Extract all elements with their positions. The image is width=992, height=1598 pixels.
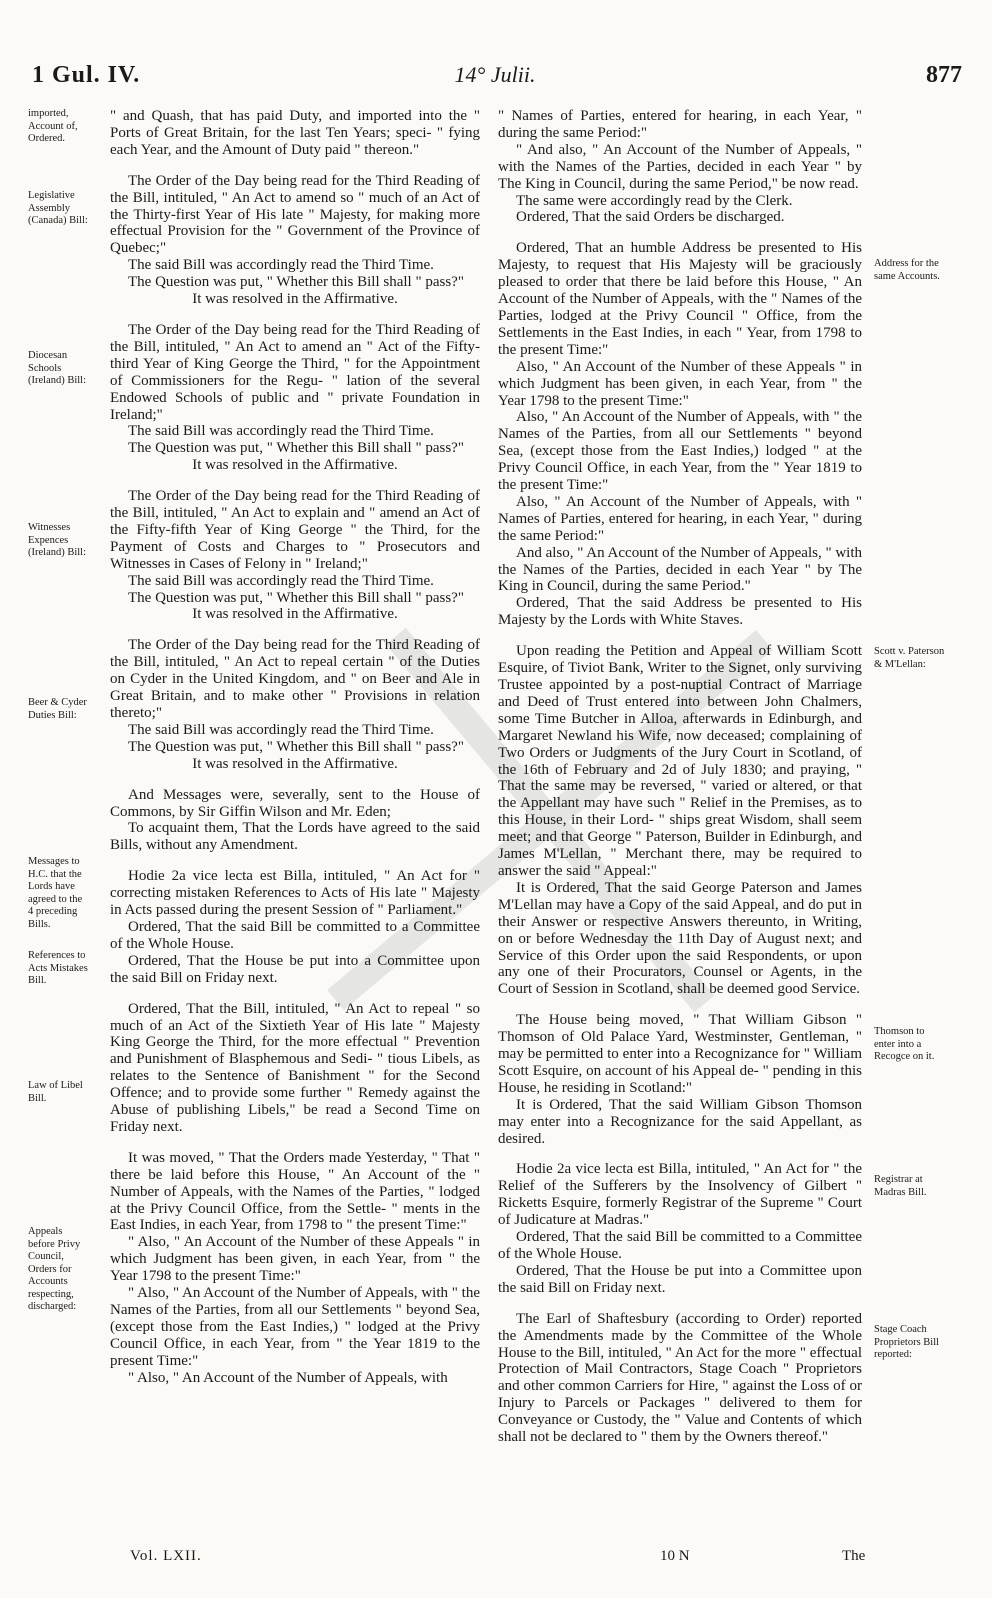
paragraph: The said Bill was accordingly read the Third Time. xyxy=(128,423,434,440)
resolution: It was resolved in the Affirmative. xyxy=(192,755,398,772)
paragraph: The Order of the Day being read for the Third Reading of the Bill, intituled, " An Act to amend an " Act of the Fifty-third Year of King George the Third, " for the Appointment of Commissioners for the Regu- " lation of the several Endowed Schools of public and " private Foundation in Ireland;" xyxy=(110,321,480,423)
page-date: 14° Julii. xyxy=(454,62,536,87)
paragraph: " Names of Parties, entered for hearing, in each Year, " during the same Period:" xyxy=(498,108,862,141)
paragraph: Ordered, That the House be put into a Committee upon the said Bill on Friday next. xyxy=(498,1262,862,1296)
text-column-right xyxy=(498,108,862,1446)
margin-note: Scott v. Paterson & M'Lellan: xyxy=(874,646,945,670)
paragraph: Ordered, That the said Address be presented to His Majesty by the Lords with White Staves. xyxy=(498,595,862,629)
paragraph: Also, " An Account of the Number of Appeals, with " Names of Parties, entered for hearing, in each Year, " during the same Period:" xyxy=(498,493,862,544)
paragraph: Ordered, That the said Bill be committed to a Committee of the Whole House. xyxy=(498,1229,862,1262)
paragraph: Also, " An Account of the Number of these Appeals " in which Judgment has been given, in each Year, from " the Year 1798 to the present Time:" xyxy=(498,358,862,409)
paragraph: Ordered, That the Bill, intituled, " An Act to repeal " so much of an Act of the Sixtieth Year of His late " Majesty King George the Third, for the more effectual " Prevention and Punishment of Blasphemous and Sedi- " tious Libels, as relates to the Sentence of Banishment " for the Second Offence; and to provide some further " Remedy against the Abuse of publishing Libels," be read a Second Time on Friday next. xyxy=(110,1000,480,1135)
paragraph: Ordered, That an humble Address be presented to His Majesty, to request that His Majesty will be graciously pleased to order that there be laid before this House, " An Account of the Number of Appeals, with the " Names of the Parties, lodged at the Privy Council " Office, from the Settlements in the East Indies, in each " Year, from 1798 to the present Time:" xyxy=(498,240,862,358)
margin-note: Beer & Cyder Duties Bill: xyxy=(28,697,87,721)
paragraph: The Question was put, " Whether this Bill shall " pass?" xyxy=(128,589,464,606)
regnal-year: 1 Gul. IV. xyxy=(32,62,141,88)
margin-note: Registrar at Madras Bill. xyxy=(874,1174,927,1198)
paragraph: To acquaint them, That the Lords have agreed to the said Bills, without any Amendment. xyxy=(110,820,480,854)
paragraph: " And also, " An Account of the Number of Appeals, " with the Names of the Parties, decided in each Year " by The King in Council, during the same Period," be now read. xyxy=(498,141,862,192)
resolution: It was resolved in the Affirmative. xyxy=(192,457,398,474)
paragraph: And Messages were, severally, sent to the House of Commons, by Sir Giffin Wilson and Mr. Eden; xyxy=(110,786,480,820)
paragraph: " and Quash, that has paid Duty, and imported into the " Ports of Great Britain, for the last Ten Years; speci- " fying each Year, and the Amount of Duty paid " thereon." xyxy=(110,108,480,158)
paragraph: " Also, " An Account of the Number of these Appeals " in which Judgment has been given, in each Year, from " the Year 1798 to the present Time:" xyxy=(110,1234,480,1285)
paragraph: The said Bill was accordingly read the Third Time. xyxy=(128,572,434,589)
margin-note: Appeals before Privy Council, Orders for Accounts respecting, discharged: xyxy=(28,1226,81,1312)
paragraph: The Order of the Day being read for the Third Reading of the Bill, intituled, " An Act to explain and " amend an Act of the Fifty-fifth Year of King George " the Third, for the Payment of Costs and Charges to " Prosecutors and Witnesses in Cases of Felony in " Ireland;" xyxy=(110,488,480,572)
paragraph: " Also, " An Account of the Number of Appeals, with " the Names of the Parties, from all our Settlements " beyond Sea, (except those from the East Indies,) " lodged at the Privy Council Office, in each Year, from " the Year 1819 to the present Time:" xyxy=(110,1285,480,1369)
paragraph: Hodie 2a vice lecta est Billa, intituled, " An Act for " correcting mistaken References to Acts of His late " Majesty in Acts passed during the present Session of " Parliament." xyxy=(110,868,480,919)
paragraph: The said Bill was accordingly read the Third Time. xyxy=(128,257,434,274)
signature-mark: 10 N xyxy=(660,1548,690,1564)
paragraph: The Earl of Shaftesbury (according to Order) reported the Amendments made by the Committee of the Whole House to the Bill, intituled, " An Act for the more " effectual Protection of Mail Contractors, Stage Coach " Proprietors and other common Carriers for Hire, " against the Loss of or Injury to Parcels or Packages " delivered to them for Conveyance or Custody, the " Value and Contents of which shall not be declared to " them by the Owners thereof." xyxy=(498,1310,862,1446)
paragraph: The Question was put, " Whether this Bill shall " pass?" xyxy=(128,440,464,457)
margin-note: References to Acts Mistakes Bill. xyxy=(28,950,88,986)
paragraph: The Question was put, " Whether this Bill shall " pass?" xyxy=(128,738,464,755)
volume-number: Vol. LXII. xyxy=(130,1548,202,1564)
catchword: The xyxy=(842,1548,866,1564)
paragraph: Hodie 2a vice lecta est Billa, intituled, " An Act for " the Relief of the Sufferers by the Insolvency of Gilbert " Ricketts Esquire, formerly Registrar of the Supreme " Court of Judicature at Madras." xyxy=(498,1161,862,1229)
paragraph: The Order of the Day being read for the Third Reading of the Bill, intituled, " An Act to repeal certain " of the Duties on Cyder in the United Kingdom, and " on Beer and Ale in Great Britain, and to make other " Provisions in relation thereto;" xyxy=(110,637,480,721)
margin-note: Address for the same Accounts. xyxy=(874,258,940,282)
text-column-left xyxy=(110,108,480,1387)
margin-note: Thomson to enter into a Recogce on it. xyxy=(874,1026,935,1062)
paragraph: It is Ordered, That the said William Gibson Thomson may enter into a Recognizance for the said Appellant, as desired. xyxy=(498,1096,862,1147)
paragraph: Ordered, That the said Bill be committed to a Committee of the Whole House. xyxy=(110,918,480,952)
paragraph: The same were accordingly read by the Clerk. xyxy=(516,192,793,209)
paragraph: It is Ordered, That the said George Paterson and James M'Lellan may have a Copy of the said Appeal, and do put in their Answer or respective Answers thereunto, in Writing, on or before Wednesday the 11th Day of August next; and Service of this Order upon the said Respondents, or upon any one of their Procurators, Counsel or Agents, in the Court of Session in Scotland, shall be deemed good Service. xyxy=(498,879,862,998)
paragraph: Ordered, That the said Orders be discharged. xyxy=(516,209,785,226)
resolution: It was resolved in the Affirmative. xyxy=(192,291,398,308)
paragraph: It was moved, " That the Orders made Yesterday, " That " there be laid before this House, " An Account of the " Number of Appeals, with the Names of the Parties, " lodged at the Privy Council Office, from the Settle- " ments in the East Indies, in each Year, from 1798 to " the present Time:" xyxy=(110,1149,480,1234)
margin-note: Diocesan Schools (Ireland) Bill: xyxy=(28,350,87,386)
margin-note: Witnesses Expences (Ireland) Bill: xyxy=(28,522,87,558)
paragraph: Also, " An Account of the Number of Appeals, with " the Names of the Parties, from all our Settlements " beyond Sea, (except those from the East Indies,) lodged " at the Privy Council Office, in each Year, from the " Year 1819 to the present Time:" xyxy=(498,409,862,494)
paragraph: The said Bill was accordingly read the Third Time. xyxy=(128,721,434,738)
resolution: It was resolved in the Affirmative. xyxy=(192,606,398,623)
margin-note: Stage Coach Proprietors Bill reported: xyxy=(874,1324,940,1360)
paragraph: Upon reading the Petition and Appeal of William Scott Esquire, of Tiviot Bank, Writer to the Signet, only surviving Trustee appointed by a post-nuptial Contract of Marriage and Deed of Trust entered into between John Chalmers, some Time Butcher in Alloa, afterwards in Edinburgh, and Margaret Newland his Wife, now deceased; complaining of Two Orders or Judgments of the Jury Court in Scotland, of the 16th of February and 2d of July 1830; and praying, " That the same may be reversed, " varied or altered, or that the Appellant may have such " Relief in the Premises, as to this House, in their Lord- " ships great Wisdom, shall seem meet; and that George " Paterson, Builder in Edinburgh, and James M'Lellan, " Merchant there, may be required to answer the said " Appeal:" xyxy=(498,643,862,879)
paragraph: The Question was put, " Whether this Bill shall " pass?" xyxy=(128,274,464,291)
paragraph: And also, " An Account of the Number of Appeals, " with the Names of the Parties, decided in each Year " by The King in Council, during the same Period." xyxy=(498,544,862,595)
paragraph: The House being moved, " That William Gibson " Thomson of Old Palace Yard, Westminster, Gentleman, " may be permitted to enter into a Recognizance for " William Scott Esquire, on account of his Appeal de- " pending in this House, he residing in Scotland:" xyxy=(498,1012,862,1096)
margin-note: Legislative Assembly (Canada) Bill: xyxy=(28,190,88,226)
paragraph: The Order of the Day being read for the Third Reading of the Bill, intituled, " An Act to amend so " much of an Act of the Thirty-first Year of His late " Majesty, for making more effectual Provision for the " Government of the Province of Quebec;" xyxy=(110,172,480,257)
paragraph: " Also, " An Account of the Number of Appeals, with xyxy=(128,1369,448,1386)
margin-note: Messages to H.C. that the Lords have agreed to the 4 preceding Bills. xyxy=(28,856,83,930)
paragraph: Ordered, That the House be put into a Committee upon the said Bill on Friday next. xyxy=(110,952,480,986)
page-header xyxy=(28,62,962,96)
margin-note: Law of Libel Bill. xyxy=(28,1080,83,1104)
margin-note: imported, Account of, Ordered. xyxy=(28,108,78,144)
page-number: 877 xyxy=(926,62,962,88)
